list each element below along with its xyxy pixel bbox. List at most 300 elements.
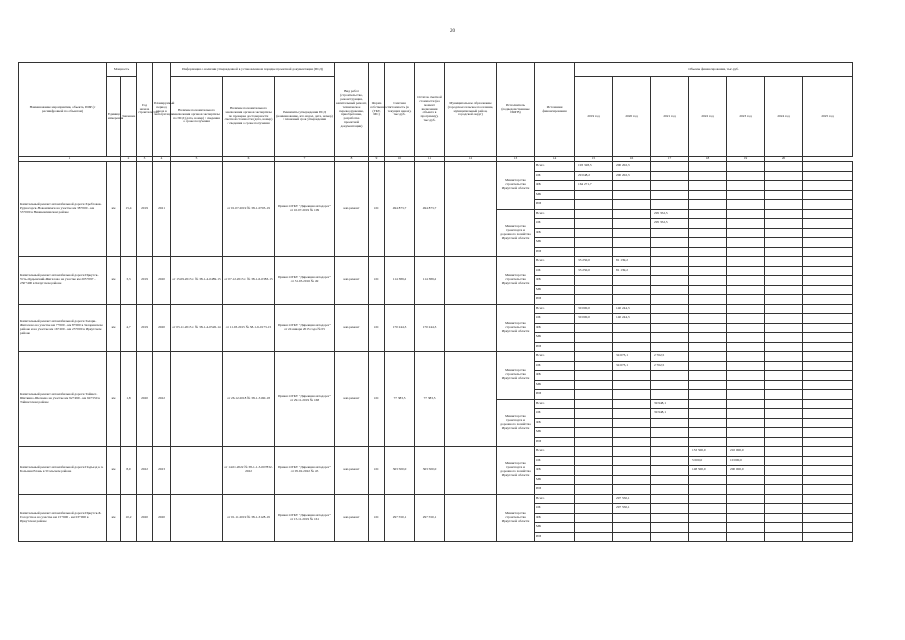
amount-cell — [575, 276, 613, 286]
project-price-check: от 07.12.2015 г. № 38-1-6-0383-15 — [223, 257, 275, 305]
amount-cell — [689, 428, 727, 438]
project-value: 4,7 — [121, 304, 137, 352]
amount-cell — [689, 475, 727, 485]
header-ownership: Форма собственности (ГКУ, МС) — [369, 63, 385, 157]
amount-cell — [651, 466, 689, 476]
project-price-check: от 01.07.2019 № 38-1-0703-19 — [223, 162, 275, 257]
header-year-end: Планируемый период ввода в эксплуатацию — [153, 63, 171, 157]
header-estimate: Сметная стоимость (в текущих ценах), тыс.руб. — [385, 63, 415, 157]
project-unit: км — [107, 447, 121, 495]
amount-cell — [803, 466, 853, 476]
amount-cell — [803, 209, 853, 219]
amount-cell — [689, 295, 727, 305]
funding-source: МБ — [535, 190, 575, 200]
amount-cell — [613, 399, 651, 409]
column-number: 20 — [765, 157, 803, 162]
amount-cell — [651, 475, 689, 485]
column-number: 11 — [415, 157, 445, 162]
finance-row — [19, 352, 853, 362]
amount-cell — [613, 295, 651, 305]
column-number: 13 — [497, 157, 535, 162]
funding-source: ФБ — [535, 418, 575, 428]
amount-cell — [727, 295, 765, 305]
amount-cell — [803, 399, 853, 409]
amount-cell — [651, 304, 689, 314]
funding-source: ИИ — [535, 532, 575, 542]
amount-cell — [765, 523, 803, 533]
header-finance-group: Объемы финансирования, тыс.руб. — [575, 63, 853, 77]
amount-cell — [689, 162, 727, 172]
amount-cell — [613, 228, 651, 238]
amount-cell — [727, 418, 765, 428]
amount-cell — [727, 409, 765, 419]
project-year-start: 2020 — [137, 352, 153, 447]
finance-row — [19, 162, 853, 172]
amount-cell — [651, 418, 689, 428]
project-value: 15,4 — [121, 162, 137, 257]
project-work-type: кап.ремонт — [335, 162, 369, 257]
project-name: Капитальный ремонт автомобильной дороги Иркутск-Усть-Ордынский-Жигалово на участке км 205+097 - 230+400 в Качугском районе — [19, 257, 107, 305]
amount-cell — [651, 523, 689, 533]
amount-cell — [689, 418, 727, 428]
amount-cell — [727, 475, 765, 485]
amount-cell — [613, 428, 651, 438]
amount-cell — [689, 399, 727, 409]
amount-cell — [613, 409, 651, 419]
amount-cell — [727, 200, 765, 210]
amount-cell — [613, 437, 651, 447]
amount-cell — [651, 532, 689, 542]
amount-cell — [613, 513, 651, 523]
amount-cell — [651, 447, 689, 457]
amount-cell — [575, 323, 613, 333]
project-remaining: 114 389,2 — [415, 257, 445, 305]
amount-cell — [727, 228, 765, 238]
project-work-type: кап.ремонт — [335, 257, 369, 305]
amount-cell — [727, 257, 765, 267]
amount-cell: 39 948,1 — [651, 399, 689, 409]
amount-cell — [803, 314, 853, 324]
amount-cell — [651, 171, 689, 181]
amount-cell — [803, 219, 853, 229]
amount-cell — [765, 390, 803, 400]
amount-cell — [689, 390, 727, 400]
amount-cell — [765, 466, 803, 476]
amount-cell: 33 250,0 — [575, 266, 613, 276]
project-value: 1,8 — [121, 352, 137, 447]
amount-cell — [727, 437, 765, 447]
project-name: Капитальный ремонт автомобильной дороги Подъезд к п. Большая Елань в Усольском районе — [19, 447, 107, 495]
header-capacity: Мощность — [107, 63, 137, 77]
amount-cell — [727, 361, 765, 371]
amount-cell — [575, 494, 613, 504]
amount-cell — [765, 532, 803, 542]
amount-cell — [651, 428, 689, 438]
amount-cell: 153 500,0 — [689, 447, 727, 457]
funding-source: Всего — [535, 162, 575, 172]
amount-cell — [727, 162, 765, 172]
amount-cell — [651, 257, 689, 267]
amount-cell — [765, 361, 803, 371]
project-year-start: 2019 — [137, 162, 153, 257]
amount-cell — [613, 456, 651, 466]
amount-cell: 39 948,1 — [651, 409, 689, 419]
project-year-end: 2020 — [153, 304, 171, 352]
amount-cell — [651, 314, 689, 324]
project-ownership: ОС — [369, 352, 385, 447]
project-remaining: 494 873,7 — [415, 162, 445, 257]
amount-cell — [803, 371, 853, 381]
amount-cell — [803, 485, 853, 495]
project-rows — [19, 162, 853, 542]
header-year-2019: 2019 год — [575, 77, 613, 157]
finance-row — [19, 304, 853, 314]
amount-cell — [803, 323, 853, 333]
amount-cell — [727, 494, 765, 504]
funding-source: ОБ — [535, 266, 575, 276]
amount-cell — [727, 504, 765, 514]
amount-cell — [575, 418, 613, 428]
header-year-2022: 2022 год — [689, 77, 727, 157]
funding-source: ФБ — [535, 513, 575, 523]
amount-cell — [575, 409, 613, 419]
funding-source: ФБ — [535, 323, 575, 333]
amount-cell — [803, 390, 853, 400]
amount-cell — [613, 209, 651, 219]
amount-cell — [689, 209, 727, 219]
amount-cell — [575, 371, 613, 381]
amount-cell — [765, 380, 803, 390]
amount-cell — [727, 209, 765, 219]
amount-cell — [689, 485, 727, 495]
amount-cell — [765, 238, 803, 248]
amount-cell — [613, 485, 651, 495]
amount-cell — [765, 513, 803, 523]
amount-cell: 140 244,3 — [613, 304, 651, 314]
amount-cell — [613, 447, 651, 457]
amount-cell: 200 202,3 — [613, 162, 651, 172]
executor-name: Министерство строительства Иркутской области — [497, 494, 535, 542]
project-work-type: кап.ремонт — [335, 304, 369, 352]
amount-cell — [689, 371, 727, 381]
funding-source: ИИ — [535, 485, 575, 495]
amount-cell — [727, 314, 765, 324]
amount-cell: 140 244,3 — [613, 314, 651, 324]
amount-cell — [765, 285, 803, 295]
amount-cell — [613, 190, 651, 200]
amount-cell — [651, 162, 689, 172]
funding-source: Всего — [535, 352, 575, 362]
project-approval: Приказ ОГКУ "Дирекция автодорог" от 24 января 2015 года № 05 — [275, 304, 335, 352]
funding-source: МБ — [535, 380, 575, 390]
column-number: 15 — [575, 157, 613, 162]
amount-cell — [803, 409, 853, 419]
project-municipality — [445, 447, 497, 495]
amount-cell — [727, 371, 765, 381]
amount-cell — [689, 181, 727, 191]
funding-source: Всего — [535, 494, 575, 504]
amount-cell — [689, 532, 727, 542]
amount-cell: 30 000,0 — [575, 304, 613, 314]
amount-cell: 210 000,0 — [727, 447, 765, 457]
amount-cell — [765, 352, 803, 362]
amount-cell — [765, 409, 803, 419]
amount-cell — [689, 276, 727, 286]
project-municipality — [445, 352, 497, 447]
amount-cell — [803, 523, 853, 533]
amount-cell — [613, 418, 651, 428]
amount-cell: 297 550,1 — [613, 504, 651, 514]
amount-cell — [727, 333, 765, 343]
header-value: Значение — [121, 77, 137, 157]
project-value: 8,0 — [121, 447, 137, 495]
column-number: 8 — [335, 157, 369, 162]
project-expertise: от 05.11.2015 г. № 38-1-4-0526-14 — [171, 304, 223, 352]
amount-cell — [727, 380, 765, 390]
amount-cell: 200 202,3 — [613, 171, 651, 181]
amount-cell — [613, 238, 651, 248]
header-work-type: Вид работ (строительство, реконструкция, капитальный ремонт, техническое перевооружение, приобретение, разработка проектной документации) — [335, 63, 369, 157]
amount-cell — [575, 228, 613, 238]
amount-cell — [765, 494, 803, 504]
project-year-end: 2020 — [153, 257, 171, 305]
amount-cell — [575, 295, 613, 305]
project-expertise — [171, 494, 223, 542]
project-year-start: 2020 — [137, 494, 153, 542]
header-psd-group: Информация о наличии утвержденной в установленном порядке проектной документации (ПСД) — [171, 63, 335, 77]
project-year-end: 2023 — [153, 447, 171, 495]
amount-cell — [613, 285, 651, 295]
executor-name: Министерство транспорта и дорожного хозяйства Иркутской области — [497, 209, 535, 257]
amount-cell — [765, 171, 803, 181]
amount-cell — [575, 390, 613, 400]
amount-cell — [803, 494, 853, 504]
funding-source: ФБ — [535, 181, 575, 191]
funding-source: ОБ — [535, 219, 575, 229]
project-expertise — [171, 162, 223, 257]
amount-cell — [765, 456, 803, 466]
amount-cell — [689, 219, 727, 229]
project-work-type: кап.ремонт — [335, 494, 369, 542]
amount-cell — [689, 257, 727, 267]
project-estimate: 363 500,0 — [385, 447, 415, 495]
column-number: 19 — [727, 157, 765, 162]
amount-cell — [575, 209, 613, 219]
header-price-check: Наличие положительного заключения органов экспертизы по проверке достоверности сметной стоимости (дата, номер) / сведения о сроке получения — [223, 77, 275, 157]
amount-cell — [575, 190, 613, 200]
amount-cell — [727, 523, 765, 533]
amount-cell — [727, 219, 765, 229]
amount-cell — [765, 447, 803, 457]
header-remaining: Остаток сметной стоимости (на момент включения объекта в программу), тыс.руб. — [415, 63, 445, 157]
amount-cell — [765, 485, 803, 495]
project-unit: км — [107, 304, 121, 352]
project-approval: Приказ ОГКУ "Дирекция автодорог" от 15.11.2019 № 161 — [275, 494, 335, 542]
amount-cell — [689, 361, 727, 371]
amount-cell — [651, 333, 689, 343]
amount-cell — [689, 304, 727, 314]
amount-cell — [651, 247, 689, 257]
amount-cell — [651, 437, 689, 447]
amount-cell — [651, 228, 689, 238]
amount-cell — [803, 475, 853, 485]
amount-cell: 81 139,2 — [613, 257, 651, 267]
project-year-start: 2022 — [137, 447, 153, 495]
project-year-end: 2022 — [153, 352, 171, 447]
amount-cell — [803, 428, 853, 438]
project-unit: км — [107, 257, 121, 305]
amount-cell — [651, 371, 689, 381]
amount-cell — [651, 200, 689, 210]
amount-cell — [727, 513, 765, 523]
column-number: 10 — [385, 157, 415, 162]
column-number: 5 — [171, 157, 223, 162]
project-ownership: ОС — [369, 304, 385, 352]
amount-cell — [575, 380, 613, 390]
funding-source: ФБ — [535, 466, 575, 476]
amount-cell — [613, 333, 651, 343]
project-remaining: 77 383,5 — [415, 352, 445, 447]
project-remaining: 297 550,1 — [415, 494, 445, 542]
amount-cell — [575, 219, 613, 229]
amount-cell — [803, 361, 853, 371]
amount-cell: 33 250,0 — [575, 257, 613, 267]
amount-cell — [613, 475, 651, 485]
amount-cell — [727, 323, 765, 333]
header-expertise: Наличие положительного заключения органов экспертизы по ПСД (дата, номер) / сведения о сроке получения — [171, 77, 223, 157]
funding-source: ИИ — [535, 437, 575, 447]
column-number: 14 — [535, 157, 575, 162]
amount-cell — [651, 276, 689, 286]
amount-cell — [689, 228, 727, 238]
amount-cell: 34 673,1 — [613, 361, 651, 371]
executor-name: Министерство транспорта и дорожного хозяйства Иркутской области — [497, 399, 535, 447]
header-year-2024: 2024 год — [765, 77, 803, 157]
amount-cell: 5 000,0 — [689, 456, 727, 466]
project-remaining: 363 500,0 — [415, 447, 445, 495]
amount-cell — [765, 181, 803, 191]
amount-cell — [575, 523, 613, 533]
project-price-check: от 01.11.2019 № 38-1-3128-19 — [223, 494, 275, 542]
amount-cell — [727, 532, 765, 542]
amount-cell — [803, 352, 853, 362]
funding-source: МБ — [535, 428, 575, 438]
amount-cell — [727, 190, 765, 200]
funding-source: ОБ — [535, 314, 575, 324]
amount-cell — [727, 238, 765, 248]
amount-cell — [575, 352, 613, 362]
amount-cell — [765, 333, 803, 343]
project-estimate: 77 383,5 — [385, 352, 415, 447]
amount-cell — [651, 513, 689, 523]
finance-row — [19, 447, 853, 457]
amount-cell — [613, 181, 651, 191]
amount-cell — [689, 266, 727, 276]
amount-cell — [727, 247, 765, 257]
amount-cell — [575, 447, 613, 457]
amount-cell — [765, 304, 803, 314]
project-price-check: от 11.03.2015 № 38-1-6-0173-15 — [223, 304, 275, 352]
amount-cell — [689, 314, 727, 324]
amount-cell — [575, 342, 613, 352]
amount-cell — [727, 390, 765, 400]
header-approval: Реквизиты утверждения ПСД (наименование, кто издал, дата, номер) / плановый срок утверждения — [275, 77, 335, 157]
amount-cell — [765, 323, 803, 333]
amount-cell — [803, 295, 853, 305]
header-name: Наименование мероприятия, объекта, ПИР (с расшифровкой по объектам) — [19, 63, 107, 157]
funding-source: ОБ — [535, 361, 575, 371]
amount-cell — [765, 295, 803, 305]
amount-cell — [689, 523, 727, 533]
amount-cell — [689, 171, 727, 181]
project-year-start: 2019 — [137, 257, 153, 305]
investment-program-table — [18, 62, 853, 542]
project-unit: км — [107, 352, 121, 447]
amount-cell: 200 000,0 — [727, 466, 765, 476]
project-work-type: кап.ремонт — [335, 352, 369, 447]
amount-cell — [689, 323, 727, 333]
amount-cell — [651, 485, 689, 495]
column-number: 6 — [223, 157, 275, 162]
amount-cell — [803, 418, 853, 428]
amount-cell — [689, 352, 727, 362]
project-name: Капитальный ремонт автомобильной дороги Тайшет-Шиткино-Шелаево на участке км 92+499 - км 94+550 в Тайшетском районе — [19, 352, 107, 447]
amount-cell — [727, 399, 765, 409]
amount-cell — [765, 314, 803, 324]
amount-cell — [803, 304, 853, 314]
amount-cell — [727, 285, 765, 295]
amount-cell — [689, 437, 727, 447]
amount-cell — [803, 380, 853, 390]
amount-cell — [765, 342, 803, 352]
column-number: 9 — [369, 157, 385, 162]
finance-row — [19, 494, 853, 504]
amount-cell — [651, 295, 689, 305]
amount-cell — [613, 323, 651, 333]
amount-cell — [765, 200, 803, 210]
amount-cell: 193 328,5 — [575, 162, 613, 172]
column-number: 18 — [689, 157, 727, 162]
amount-cell — [689, 190, 727, 200]
executor-name: Министерство транспорта и дорожного хозяйства Иркутской области — [497, 447, 535, 495]
page-number: 20 — [450, 29, 455, 34]
funding-source: ФБ — [535, 276, 575, 286]
amount-cell — [575, 361, 613, 371]
amount-cell — [651, 342, 689, 352]
amount-cell — [765, 437, 803, 447]
amount-cell: 295 352,5 — [651, 209, 689, 219]
funding-source: МБ — [535, 238, 575, 248]
amount-cell — [765, 162, 803, 172]
funding-source: МБ — [535, 523, 575, 533]
amount-cell — [651, 181, 689, 191]
amount-cell — [727, 428, 765, 438]
header-source: Источники финансирования — [535, 63, 575, 157]
amount-cell — [803, 342, 853, 352]
amount-cell — [727, 304, 765, 314]
amount-cell — [651, 380, 689, 390]
column-number: 16 — [613, 157, 651, 162]
amount-cell — [727, 266, 765, 276]
funding-source: ИИ — [535, 295, 575, 305]
amount-cell — [727, 352, 765, 362]
funding-source: ОБ — [535, 171, 575, 181]
amount-cell — [575, 285, 613, 295]
amount-cell — [575, 238, 613, 248]
project-expertise: от 15.09.2015 г. № 38-1-4-0489-15 — [171, 257, 223, 305]
amount-cell — [651, 190, 689, 200]
funding-source: МБ — [535, 285, 575, 295]
